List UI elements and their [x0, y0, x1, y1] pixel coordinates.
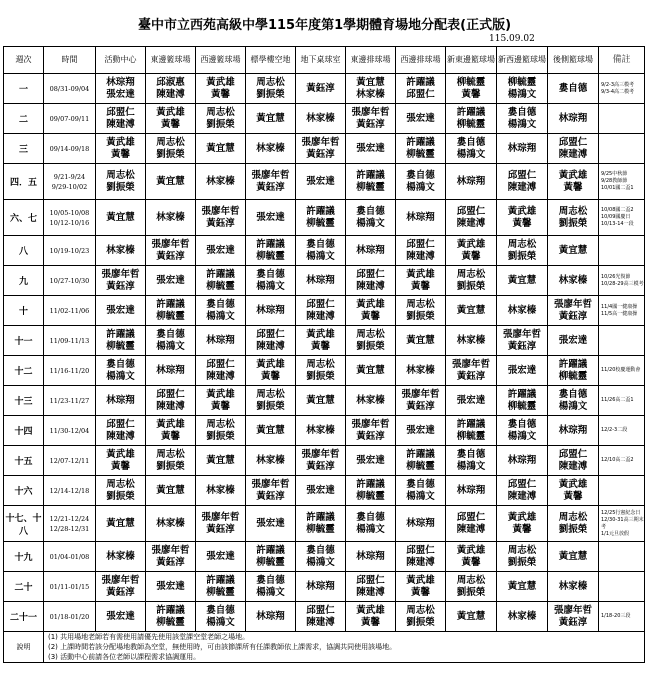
note-3: (3) 活動中心前請各位老師以課程需求協調運用。	[48, 653, 201, 661]
assignment-cell: 婁自德 楊鴻文	[146, 326, 196, 356]
assignment-cell: 柳毓靈 黃馨	[446, 74, 497, 104]
assignment-cell: 黃武雄 黃馨	[396, 572, 446, 602]
date-cell: 08/31-09/04	[44, 74, 96, 104]
assignment-cell: 黃武雄 黃馨	[446, 542, 497, 572]
week-cell: 九	[4, 266, 44, 296]
assignment-cell: 林琮翔	[296, 572, 346, 602]
table-row	[4, 572, 645, 602]
column-header: 地下桌球室	[296, 47, 346, 74]
assignment-cell: 黃宜慧	[196, 134, 246, 164]
assignment-cell: 黃宜慧	[548, 542, 599, 572]
column-header: 週次	[4, 47, 44, 74]
assignment-cell: 黃武雄 黃馨	[497, 200, 548, 236]
date-cell: 09/14-09/18	[44, 134, 96, 164]
remark-cell	[599, 572, 645, 602]
assignment-cell: 周志松 劉振榮	[296, 356, 346, 386]
table-row	[4, 326, 645, 356]
assignment-cell: 周志松 劉振榮	[446, 266, 497, 296]
assignment-cell: 張廖年哲 黃鈺淳	[346, 416, 396, 446]
assignment-cell: 黃武雄 黃馨	[346, 602, 396, 632]
assignment-cell: 張宏達	[196, 542, 246, 572]
table-row	[4, 542, 645, 572]
assignment-cell: 周志松 劉振榮	[96, 164, 146, 200]
date-cell: 12/07-12/11	[44, 446, 96, 476]
assignment-cell: 周志松 劉振榮	[497, 542, 548, 572]
assignment-cell: 林家榛	[246, 134, 296, 164]
table-row	[4, 416, 645, 446]
assignment-cell: 許躍議 柳毓靈	[146, 602, 196, 632]
week-cell: 十三	[4, 386, 44, 416]
assignment-cell: 林家榛	[548, 572, 599, 602]
assignment-cell: 黃武雄 黃馨	[548, 476, 599, 506]
assignment-cell: 林琮翔	[346, 236, 396, 266]
date-cell: 11/30-12/04	[44, 416, 96, 446]
assignment-cell: 許躍議 柳毓靈	[96, 326, 146, 356]
week-cell: 三	[4, 134, 44, 164]
table-row	[4, 296, 645, 326]
assignment-cell: 黃宜慧	[296, 386, 346, 416]
assignment-cell: 邱盟仁 陳建溥	[346, 266, 396, 296]
assignment-cell: 林琮翔	[96, 386, 146, 416]
column-header: 備註	[599, 47, 645, 74]
assignment-cell: 黃武雄 黃馨	[246, 356, 296, 386]
assignment-cell: 林琮翔	[396, 506, 446, 542]
assignment-cell: 黃宜慧	[497, 572, 548, 602]
note-1: (1) 共用場地老師若有需使用請優先使用該堂課空堂老師之場地。	[48, 633, 250, 641]
assignment-cell: 黃宜慧	[146, 164, 196, 200]
assignment-cell: 許躍議 柳毓靈	[346, 164, 396, 200]
week-cell: 十五	[4, 446, 44, 476]
remark-cell: 10/08國二盃2 10/09國慶日 10/13-14一段	[599, 200, 645, 236]
assignment-cell: 許躍議 柳毓靈	[446, 416, 497, 446]
table-row	[4, 134, 645, 164]
page-title: 臺中市立西苑高級中學115年度第1學期體育場地分配表(正式版)	[137, 18, 512, 33]
date-cell: 12/14-12/18	[44, 476, 96, 506]
week-cell: 十四	[4, 416, 44, 446]
assignment-cell: 黃宜慧 林家榛	[346, 74, 396, 104]
remark-cell	[599, 542, 645, 572]
week-cell: 十六	[4, 476, 44, 506]
assignment-cell: 許躍議 柳毓靈	[146, 296, 196, 326]
week-cell: 二	[4, 104, 44, 134]
table-row	[4, 236, 645, 266]
assignment-cell: 婁自德 楊鴻文	[196, 296, 246, 326]
remark-cell	[599, 104, 645, 134]
assignment-cell: 婁自德 楊鴻文	[497, 104, 548, 134]
assignment-cell: 張廖年哲 黃鈺淳	[346, 104, 396, 134]
assignment-cell: 張宏達	[96, 602, 146, 632]
assignment-cell: 張廖年哲 黃鈺淳	[196, 506, 246, 542]
assignment-cell: 黃武雄 黃馨	[446, 236, 497, 266]
assignment-cell: 黃宜慧	[246, 416, 296, 446]
assignment-cell: 張廖年哲 黃鈺淳	[146, 542, 196, 572]
assignment-cell: 林家榛	[96, 236, 146, 266]
assignment-cell: 邱盟仁 陳建溥	[548, 134, 599, 164]
assignment-cell: 許躍議 柳毓靈	[548, 356, 599, 386]
assignment-cell: 張廖年哲 黃鈺淳	[246, 476, 296, 506]
assignment-cell: 張廖年哲 黃鈺淳	[296, 134, 346, 164]
assignment-cell: 邱盟仁 陳建溥	[497, 476, 548, 506]
assignment-cell: 周志松 劉振榮	[246, 74, 296, 104]
assignment-cell: 黃宜慧	[196, 446, 246, 476]
remark-cell: 10/26光復節 10/28-29高三模考	[599, 266, 645, 296]
assignment-cell: 許躍議 柳毓靈	[346, 476, 396, 506]
date-cell: 10/27-10/30	[44, 266, 96, 296]
column-header: 新東邊籃球場	[446, 47, 497, 74]
column-header: 時間	[44, 47, 96, 74]
notes-row	[4, 632, 645, 663]
assignment-cell: 許躍議 柳毓靈	[196, 266, 246, 296]
assignment-cell: 婁自德 楊鴻文	[346, 200, 396, 236]
assignment-cell: 張廖年哲 黃鈺淳	[96, 572, 146, 602]
schedule-body	[4, 74, 645, 632]
date-cell: 10/19-10/23	[44, 236, 96, 266]
assignment-cell: 婁自德 楊鴻文	[446, 446, 497, 476]
table-row	[4, 506, 645, 542]
assignment-cell: 柳毓靈 楊鴻文	[497, 74, 548, 104]
assignment-cell: 周志松 劉振榮	[196, 416, 246, 446]
assignment-cell: 黃武雄 黃馨	[196, 74, 246, 104]
assignment-cell: 婁自德 楊鴻文	[497, 416, 548, 446]
assignment-cell: 邱盟仁 陳建溥	[446, 506, 497, 542]
assignment-cell: 婁自德 楊鴻文	[446, 134, 497, 164]
assignment-cell: 邱盟仁 陳建溥	[396, 236, 446, 266]
column-header: 東邊排球場	[346, 47, 396, 74]
assignment-cell: 林琮翔 張宏達	[96, 74, 146, 104]
column-header: 西邊籃球場	[196, 47, 246, 74]
assignment-cell: 林琮翔	[246, 602, 296, 632]
assignment-cell: 周志松 劉振榮	[146, 446, 196, 476]
assignment-cell: 婁自德 楊鴻文	[346, 506, 396, 542]
assignment-cell: 張廖年哲 黃鈺淳	[146, 236, 196, 266]
column-header: 後側籃球場	[548, 47, 599, 74]
assignment-cell: 許躍議 邱盟仁	[396, 74, 446, 104]
assignment-cell: 邱盟仁 陳建溥	[246, 326, 296, 356]
assignment-cell: 林琮翔	[497, 134, 548, 164]
column-header: 新西邊籃球場	[497, 47, 548, 74]
assignment-cell: 林家榛	[497, 602, 548, 632]
assignment-cell: 邱盟仁 陳建溥	[196, 356, 246, 386]
assignment-cell: 邱盟仁 陳建溥	[146, 386, 196, 416]
assignment-cell: 張宏達	[346, 446, 396, 476]
assignment-cell: 林家榛	[146, 200, 196, 236]
assignment-cell: 林家榛	[296, 416, 346, 446]
assignment-cell: 張宏達	[548, 326, 599, 356]
assignment-cell: 許躍議 柳毓靈	[246, 542, 296, 572]
assignment-cell: 黃宜慧	[446, 602, 497, 632]
week-cell: 十九	[4, 542, 44, 572]
table-row	[4, 386, 645, 416]
assignment-cell: 黃宜慧	[96, 200, 146, 236]
date-cell: 11/09-11/13	[44, 326, 96, 356]
remark-cell: 12/2-3二段	[599, 416, 645, 446]
remark-cell: 12/10高二盃2	[599, 446, 645, 476]
table-row	[4, 164, 645, 200]
assignment-cell: 張宏達	[96, 296, 146, 326]
assignment-cell: 周志松 劉振榮	[548, 200, 599, 236]
week-cell: 二十一	[4, 602, 44, 632]
assignment-cell: 婁自德 楊鴻文	[196, 602, 246, 632]
assignment-cell: 黃宜慧	[497, 266, 548, 296]
assignment-cell: 黃鈺淳	[296, 74, 346, 104]
week-cell: 一	[4, 74, 44, 104]
assignment-cell: 黃宜慧	[246, 104, 296, 134]
assignment-cell: 婁自德 楊鴻文	[246, 572, 296, 602]
assignment-cell: 邱盟仁 陳建溥	[346, 572, 396, 602]
assignment-cell: 張廖年哲 黃鈺淳	[396, 386, 446, 416]
remark-cell: 12/25行憲紀念日 12/30-31高三期末考 1/1元旦放假	[599, 506, 645, 542]
assignment-cell: 邱盟仁 陳建溥	[446, 200, 497, 236]
assignment-cell: 張宏達	[246, 506, 296, 542]
schedule-table	[3, 46, 645, 663]
assignment-cell: 張宏達	[146, 572, 196, 602]
remark-cell: 11/26高二盃1	[599, 386, 645, 416]
assignment-cell: 林琮翔	[446, 476, 497, 506]
remark-cell	[599, 326, 645, 356]
assignment-cell: 黃武雄 黃馨	[548, 164, 599, 200]
assignment-cell: 許躍議 柳毓靈	[196, 572, 246, 602]
assignment-cell: 婁自德 楊鴻文	[96, 356, 146, 386]
assignment-cell: 林家榛	[196, 476, 246, 506]
assignment-cell: 張宏達	[246, 200, 296, 236]
assignment-cell: 張宏達	[296, 164, 346, 200]
week-cell: 八	[4, 236, 44, 266]
assignment-cell: 黃武雄 黃馨	[396, 266, 446, 296]
assignment-cell: 邱盟仁 陳建溥	[548, 446, 599, 476]
assignment-cell: 張宏達	[497, 356, 548, 386]
assignment-cell: 黃宜慧	[446, 296, 497, 326]
assignment-cell: 許躍議 柳毓靈	[396, 134, 446, 164]
assignment-cell: 張宏達	[446, 386, 497, 416]
column-header: 西邊排球場	[396, 47, 446, 74]
assignment-cell: 林琮翔	[497, 446, 548, 476]
assignment-cell: 張廖年哲 黃鈺淳	[296, 446, 346, 476]
assignment-cell: 張廖年哲 黃鈺淳	[196, 200, 246, 236]
remark-cell: 11/20校慶運動會	[599, 356, 645, 386]
assignment-cell: 周志松 劉振榮	[446, 572, 497, 602]
assignment-cell: 林家榛	[146, 506, 196, 542]
assignment-cell: 林家榛	[96, 542, 146, 572]
assignment-cell: 黃武雄 黃馨	[146, 416, 196, 446]
assignment-cell: 林家榛	[296, 104, 346, 134]
column-header: 標學樓空地	[246, 47, 296, 74]
assignment-cell: 邱盟仁 陳建溥	[96, 416, 146, 446]
document-date: 115.09.02	[489, 34, 535, 44]
assignment-cell: 婁自德 楊鴻文	[548, 386, 599, 416]
assignment-cell: 黃武雄 黃馨	[346, 296, 396, 326]
date-cell: 01/18-01/20	[44, 602, 96, 632]
remark-cell: 9/2-3高三模考 9/3-4高二模考	[599, 74, 645, 104]
date-cell: 11/16-11/20	[44, 356, 96, 386]
header-row	[4, 47, 645, 74]
assignment-cell: 周志松 劉振榮	[396, 602, 446, 632]
assignment-cell: 許躍議 柳毓靈	[246, 236, 296, 266]
assignment-cell: 婁自德 楊鴻文	[396, 164, 446, 200]
note-2: (2) 上課時間若該分配場地教師為空堂，無使用時，可由該節課所有任課教師依上課需求，協調共同使用該場地。	[48, 643, 397, 651]
assignment-cell: 邱淑惠 陳建溥	[146, 74, 196, 104]
assignment-cell: 張宏達	[396, 416, 446, 446]
table-row	[4, 446, 645, 476]
assignment-cell: 周志松 劉振榮	[346, 326, 396, 356]
assignment-cell: 黃武雄 黃馨	[96, 446, 146, 476]
assignment-cell: 黃宜慧	[346, 356, 396, 386]
assignment-cell: 周志松 劉振榮	[396, 296, 446, 326]
date-cell: 11/23-11/27	[44, 386, 96, 416]
table-row	[4, 200, 645, 236]
assignment-cell: 林琮翔	[446, 164, 497, 200]
assignment-cell: 林家榛	[396, 356, 446, 386]
notes-content	[44, 632, 645, 663]
assignment-cell: 婁自德 楊鴻文	[396, 476, 446, 506]
table-row	[4, 104, 645, 134]
assignment-cell: 林琮翔	[548, 416, 599, 446]
assignment-cell: 黃武雄 黃馨	[296, 326, 346, 356]
week-cell: 十七、十八	[4, 506, 44, 542]
assignment-cell: 黃武雄 黃馨	[497, 506, 548, 542]
assignment-cell: 婁自德 楊鴻文	[296, 236, 346, 266]
table-row	[4, 74, 645, 104]
assignment-cell: 黃武雄 黃馨	[196, 386, 246, 416]
assignment-cell: 婁自德 楊鴻文	[296, 542, 346, 572]
remark-cell: 11/4國一健康操 11/5高一健康操	[599, 296, 645, 326]
date-cell: 12/21-12/24 12/28-12/31	[44, 506, 96, 542]
assignment-cell: 周志松 劉振榮	[497, 236, 548, 266]
assignment-cell: 周志松 劉振榮	[246, 386, 296, 416]
assignment-cell: 黃宜慧	[548, 236, 599, 266]
notes-label: 說明	[4, 632, 44, 663]
table-row	[4, 602, 645, 632]
assignment-cell: 張宏達	[396, 104, 446, 134]
assignment-cell: 邱盟仁 陳建溥	[497, 164, 548, 200]
table-row	[4, 356, 645, 386]
assignment-cell: 許躍議 柳毓靈	[446, 104, 497, 134]
table-row	[4, 476, 645, 506]
assignment-cell: 邱盟仁 陳建溥	[396, 542, 446, 572]
assignment-cell: 張宏達	[346, 134, 396, 164]
week-cell: 二十	[4, 572, 44, 602]
remark-cell	[599, 476, 645, 506]
assignment-cell: 黃宜慧	[396, 326, 446, 356]
assignment-cell: 林家榛	[548, 266, 599, 296]
assignment-cell: 周志松 劉振榮	[196, 104, 246, 134]
week-cell: 十二	[4, 356, 44, 386]
week-cell: 四．五	[4, 164, 44, 200]
assignment-cell: 林琮翔	[146, 356, 196, 386]
assignment-cell: 邱盟仁 陳建溥	[296, 602, 346, 632]
assignment-cell: 張廖年哲 黃鈺淳	[548, 296, 599, 326]
column-header: 活動中心	[96, 47, 146, 74]
assignment-cell: 黃武雄 黃馨	[96, 134, 146, 164]
assignment-cell: 周志松 劉振榮	[548, 506, 599, 542]
assignment-cell: 許躍議 柳毓靈	[296, 506, 346, 542]
assignment-cell: 許躍議 柳毓靈	[296, 200, 346, 236]
assignment-cell: 林家榛	[246, 446, 296, 476]
assignment-cell: 林家榛	[346, 386, 396, 416]
assignment-cell: 林琮翔	[246, 296, 296, 326]
table-row	[4, 266, 645, 296]
column-header: 東邊籃球場	[146, 47, 196, 74]
assignment-cell: 張宏達	[146, 266, 196, 296]
assignment-cell: 黃武雄 黃馨	[146, 104, 196, 134]
date-cell: 11/02-11/06	[44, 296, 96, 326]
assignment-cell: 林琮翔	[396, 200, 446, 236]
date-cell: 09/07-09/11	[44, 104, 96, 134]
assignment-cell: 林家榛	[196, 164, 246, 200]
week-cell: 十	[4, 296, 44, 326]
date-cell: 01/11-01/15	[44, 572, 96, 602]
assignment-cell: 許躍議 柳毓靈	[497, 386, 548, 416]
assignment-cell: 張宏達	[196, 236, 246, 266]
remark-cell	[599, 236, 645, 266]
remark-cell	[599, 134, 645, 164]
assignment-cell: 婁自德 楊鴻文	[246, 266, 296, 296]
assignment-cell: 林琮翔	[296, 266, 346, 296]
week-cell: 六、七	[4, 200, 44, 236]
assignment-cell: 邱盟仁 陳建溥	[96, 104, 146, 134]
assignment-cell: 張宏達	[296, 476, 346, 506]
assignment-cell: 張廖年哲 黃鈺淳	[548, 602, 599, 632]
assignment-cell: 周志松 劉振榮	[146, 134, 196, 164]
assignment-cell: 張廖年哲 黃鈺淳	[246, 164, 296, 200]
assignment-cell: 周志松 劉振榮	[96, 476, 146, 506]
assignment-cell: 林家榛	[446, 326, 497, 356]
assignment-cell: 張廖年哲 黃鈺淳	[446, 356, 497, 386]
assignment-cell: 林琮翔	[346, 542, 396, 572]
remark-cell: 9/25中秋節 9/28教師節 10/01國二盃1	[599, 164, 645, 200]
assignment-cell: 張廖年哲 黃鈺淳	[96, 266, 146, 296]
assignment-cell: 婁自德	[548, 74, 599, 104]
assignment-cell: 林琮翔	[196, 326, 246, 356]
assignment-cell: 邱盟仁 陳建溥	[296, 296, 346, 326]
assignment-cell: 許躍議 柳毓靈	[396, 446, 446, 476]
week-cell: 十一	[4, 326, 44, 356]
assignment-cell: 黃宜慧	[146, 476, 196, 506]
date-cell: 10/05-10/08 10/12-10/16	[44, 200, 96, 236]
assignment-cell: 林家榛	[497, 296, 548, 326]
remark-cell: 1/18-20三段	[599, 602, 645, 632]
assignment-cell: 張廖年哲 黃鈺淳	[497, 326, 548, 356]
date-cell: 9/21-9/24 9/29-10/02	[44, 164, 96, 200]
assignment-cell: 林琮翔	[548, 104, 599, 134]
date-cell: 01/04-01/08	[44, 542, 96, 572]
assignment-cell: 黃宜慧	[96, 506, 146, 542]
